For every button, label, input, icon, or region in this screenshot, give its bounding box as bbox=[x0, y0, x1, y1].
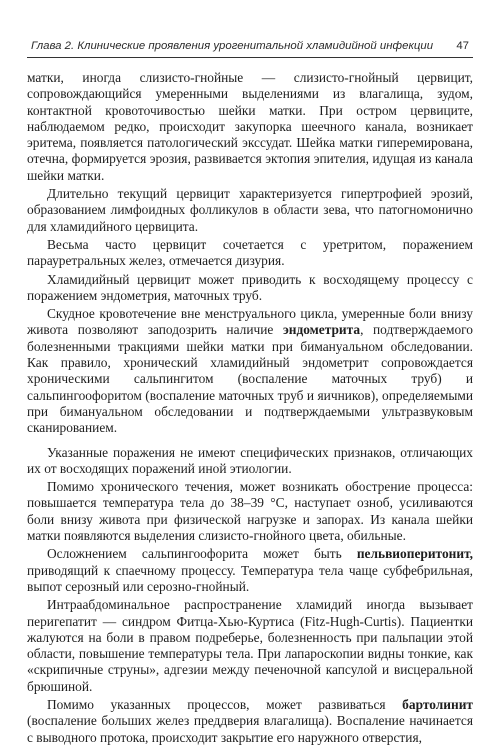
paragraph-8-text-after: приводящий к спаечному процессу. Температура тела чаще субфебрильная, выпот серозный или серозно-гнойный. bbox=[27, 562, 473, 594]
paragraph-9: Интраабдоминальное распространение хламидий иногда вызывает перигепатит — синдром Фитца-Хью-Куртиса (Fitz-Hugh-Curtis). Пациентки жалуются на боли в правом подреберье, болезненность при пальпации этой области, повышение температуры тела. При лапароскопии видны тонкие, как «скрипичные струны», адгезии между печеночной капсулой и висцеральной брюшиной. bbox=[27, 597, 473, 694]
paragraph-10 bbox=[27, 697, 473, 746]
term-pelvioperitonitis: пельвиоперитонит, bbox=[356, 546, 473, 562]
paragraph-10-text-after: (воспаление больших желез преддверия влагалища). Воспаление начинается с выводного протока, происходит закрытие его наружного отверстия, bbox=[27, 713, 473, 745]
running-title: Глава 2. Клинические проявления урогенитальной хламидийной инфекции bbox=[31, 40, 434, 52]
paragraph-7: Помимо хронического течения, может возникать обострение процесса: повышается температура тела до 38–39 °С, наступает озноб, усиливаются боли внизу живота при физической нагрузке и запорах. Из канала шейки матки появляются выделения слизисто-гнойного цвета, обильные. bbox=[27, 479, 473, 544]
paragraph-10-text-before: Помимо указанных процессов, может развиваться bbox=[47, 696, 403, 712]
term-bartholinitis: бартолинит bbox=[402, 696, 473, 712]
term-endometritis: эндометрита bbox=[282, 322, 361, 338]
paragraph-5-text-before: Скудное кровотечение вне менструального цикла, умеренные боли внизу живота позволяют заподозрить наличие bbox=[27, 306, 473, 338]
text-body bbox=[27, 70, 473, 746]
paragraph-3: Весьма часто цервицит сочетается с уретритом, поражением парауретральных желез, отмечается дизурия. bbox=[27, 236, 473, 269]
paragraph-5-text-after: , подтверждаемого болезненными тракциями шейки матки при бимануальном обследовании. Как правило, хронический хламидийный эндометрит сопровождается хроническими сальпингитом (воспаление маточных труб) и сальпингоофоритом (воспаление маточных труб и яичников), определяемыми при бимануальном обследовании и подтверждаемыми ультразвуковым сканированием. bbox=[27, 322, 473, 436]
page-number: 47 bbox=[456, 40, 469, 52]
book-page bbox=[27, 40, 473, 746]
paragraph-1: матки, иногда слизисто-гнойные — слизисто-гнойный цервицит, сопровождающийся умеренными выделениями из влагалища, зудом, контактной кровоточивостью шейки матки. При остром цервиците, наблюдаемом редко, происходит закупорка шеечного канала, возникает эритема, появляется патологический экссудат. Шейка матки гиперемирована, отечна, формируется эрозия, развивается эктопия эпителия, идущая из канала шейки матки. bbox=[27, 70, 473, 183]
paragraph-5 bbox=[27, 306, 473, 436]
paragraph-8-text-before: Осложнением сальпингоофорита может быть bbox=[47, 546, 357, 562]
paragraph-2: Длительно текущий цервицит характеризуется гипертрофией эрозий, образованием лимфоидных фолликулов в области зева, что патогномонично для хламидийного цервицита. bbox=[27, 186, 473, 234]
paragraph-8 bbox=[27, 546, 473, 595]
paragraph-6: Указанные поражения не имеют специфических признаков, отличающих их от восходящих поражений иной этиологии. bbox=[27, 444, 473, 476]
running-header bbox=[27, 40, 473, 58]
paragraph-4: Хламидийный цервицит может приводить к восходящему процессу с поражением эндометрия, маточных труб. bbox=[27, 271, 473, 303]
